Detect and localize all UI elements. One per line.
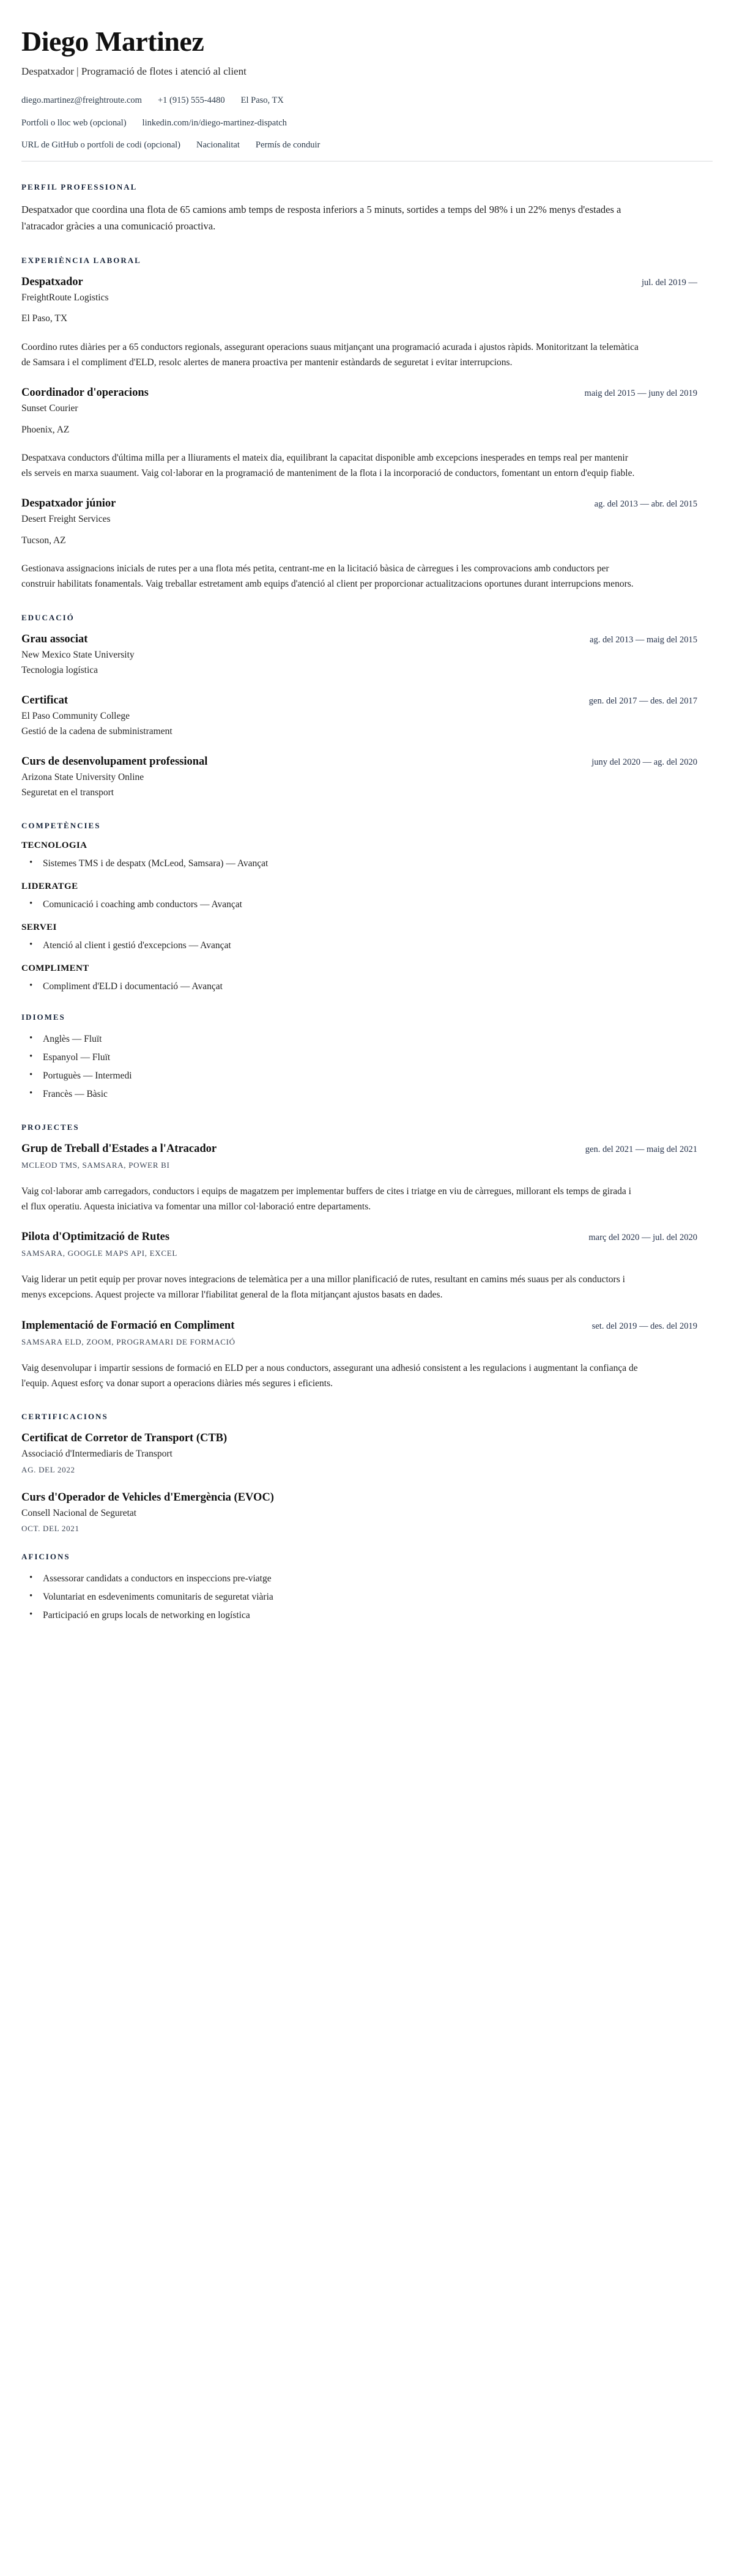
- section-title-languages: IDIOMES: [21, 1012, 65, 1022]
- education-entry: [21, 694, 713, 739]
- degree-date-range: gen. del 2017 — des. del 2017: [588, 696, 697, 706]
- job-date-range: maig del 2015 — juny del 2019: [584, 388, 697, 398]
- language-item: • Espanyol — Fluït: [21, 1050, 713, 1065]
- skill-group: [21, 922, 713, 953]
- skill-category-label: COMPLIMENT: [21, 963, 89, 973]
- project-entry: [21, 1230, 713, 1302]
- field-of-study: Gestió de la cadena de subministrament: [21, 726, 172, 737]
- driving-license-placeholder-text: Permís de conduir: [255, 139, 321, 150]
- experience-entry-header: [21, 386, 713, 400]
- job-company: Desert Freight Services: [21, 514, 111, 525]
- skill-list: [21, 938, 713, 953]
- section-experience: [21, 256, 713, 592]
- degree-name: Certificat: [21, 694, 69, 707]
- experience-entry: [21, 497, 713, 592]
- language-list: [21, 1032, 713, 1102]
- certification-name: Certificat de Corretor de Transport (CTB): [21, 1431, 228, 1444]
- hobby-item: • Voluntariat en esdeveniments comunitaris de seguretat viària: [21, 1590, 713, 1605]
- skill-category-label: SERVEI: [21, 922, 57, 932]
- project-description: Vaig col·laborar amb carregadors, conductors i equips de magatzem per implementar buffers de cites i triatge en viu de càrregues, millorant els temps de girada i el flux operatiu. Aquesta iniciativa va fomentar una millor col·laboració entre departaments.: [21, 1186, 631, 1212]
- education-entry: [21, 633, 713, 678]
- section-title-education: EDUCACIÓ: [21, 612, 75, 622]
- skill-group: [21, 882, 713, 912]
- project-tech-stack: MCLEOD TMS, SAMSARA, POWER BI: [21, 1160, 170, 1170]
- school-name: New Mexico State University: [21, 649, 135, 660]
- certification-entry: [21, 1431, 713, 1475]
- contact-line-primary: [21, 94, 713, 106]
- project-entry: [21, 1319, 713, 1391]
- hobby-item: • Assessorar candidats a conductors en inspeccions pre-viatge: [21, 1572, 713, 1586]
- section-certifications: [21, 1412, 713, 1534]
- job-description: Despatxava conductors d'última milla per a lliuraments el mateix dia, equilibrant la capacitat disponible amb excepcions inesperades en temps real per mantenir els serveis en marxa suaument. Vaig col·laborar en la programació de manteniment de la flota i la incorporació de conductors, fomentant un entorn d'equip fiable.: [21, 453, 635, 479]
- project-name: Grup de Treball d'Estades a l'Atracador: [21, 1142, 217, 1155]
- project-tech-stack: SAMSARA, GOOGLE MAPS API, EXCEL: [21, 1249, 178, 1258]
- project-entry-header: [21, 1230, 713, 1244]
- section-title-hobbies: AFICIONS: [21, 1552, 70, 1562]
- summary-text: Despatxador que coordina una flota de 65 camions amb temps de resposta inferiors a 5 minuts, sortides a temps del 98% i un 22% menys d'estades a l'atracador gràcies a una comunicació proactiva.: [21, 204, 621, 232]
- field-of-study: Seguretat en el transport: [21, 787, 114, 798]
- skill-category-label: LIDERATGE: [21, 881, 78, 891]
- certification-date: AG. DEL 2022: [21, 1464, 75, 1474]
- project-date-range: set. del 2019 — des. del 2019: [591, 1321, 697, 1331]
- section-education: [21, 613, 713, 800]
- github-placeholder-text: URL de GitHub o portfoli de codi (opcional): [21, 139, 181, 150]
- education-entry-header: [21, 755, 713, 769]
- section-skills: [21, 821, 713, 994]
- project-entry: [21, 1142, 713, 1214]
- section-title-summary: PERFIL PROFESSIONAL: [21, 182, 138, 192]
- education-entry: [21, 755, 713, 800]
- experience-entry-header: [21, 275, 713, 289]
- job-role: Despatxador júnior: [21, 497, 116, 510]
- job-description: Coordino rutes diàries per a 65 conductors regionals, assegurant operacions suaus mitjançant una programació acurada i ajustos ràpids. Monitoritzant la telemàtica de Samsara i el compliment d'ELD, resolc alertes de manera proactiva per mantenir estàndards de seguretat i evitar interrupcions.: [21, 341, 639, 368]
- skill-category-label: TECNOLOGIA: [21, 840, 87, 850]
- section-title-experience: EXPERIÈNCIA LABORAL: [21, 255, 141, 265]
- resume-header: [21, 27, 713, 161]
- location-text: El Paso, TX: [240, 95, 284, 106]
- candidate-name: Diego Martinez: [21, 26, 204, 57]
- experience-entry-header: [21, 497, 713, 511]
- project-description: Vaig liderar un petit equip per provar noves integracions de telemàtica per a una millor planificació de rutes, resultant en camins més suaus per als conductors i menys excepcions. Aquest projecte va millorar l'fiabilitat general de la flota mitjançant ajustos basats en dades.: [21, 1274, 625, 1301]
- candidate-headline: Despatxador | Programació de flotes i atenció al client: [21, 65, 247, 78]
- skill-item: • Sistemes TMS i de despatx (McLeod, Samsara) — Avançat: [21, 856, 713, 871]
- degree-name: Grau associat: [21, 633, 88, 645]
- degree-date-range: ag. del 2013 — maig del 2015: [590, 634, 697, 645]
- job-company: Sunset Courier: [21, 403, 78, 414]
- field-of-study: Tecnologia logística: [21, 665, 98, 676]
- language-item: • Francès — Bàsic: [21, 1087, 713, 1102]
- job-role: Coordinador d'operacions: [21, 387, 149, 399]
- skill-group: [21, 841, 713, 871]
- degree-name: Curs de desenvolupament professional: [21, 755, 208, 768]
- project-entry-header: [21, 1142, 713, 1156]
- education-entry-header: [21, 633, 713, 647]
- certification-name: Curs d'Operador de Vehicles d'Emergència (EVOC): [21, 1491, 274, 1504]
- job-description: Gestionava assignacions inicials de rutes per a una flota més petita, centrant-me en la licitació bàsica de càrregues i les comprovacions amb conductors per construir habilitats fonamentals. Vaig treballar estretament amb equips d'atenció al client per proporcionar actualitzacions oportunes durant interrupcions menors.: [21, 563, 634, 590]
- contact-line-web: [21, 117, 713, 129]
- portfolio-placeholder-text: Portfoli o lloc web (opcional): [21, 117, 127, 128]
- section-title-skills: COMPETÈNCIES: [21, 820, 101, 830]
- certification-issuer: Consell Nacional de Seguretat: [21, 1507, 137, 1518]
- skill-list: [21, 979, 713, 994]
- section-title-certifications: CERTIFICACIONS: [21, 1411, 108, 1421]
- section-projects: [21, 1123, 713, 1391]
- job-location: Phoenix, AZ: [21, 424, 70, 435]
- skill-list: [21, 897, 713, 912]
- certification-date: OCT. DEL 2021: [21, 1524, 80, 1534]
- section-summary: [21, 182, 713, 234]
- project-entry-header: [21, 1319, 713, 1333]
- experience-entry: [21, 386, 713, 481]
- skill-group: [21, 963, 713, 994]
- job-company: FreightRoute Logistics: [21, 292, 109, 303]
- section-hobbies: [21, 1552, 713, 1623]
- certification-issuer: Associació d'Intermediaris de Transport: [21, 1449, 172, 1460]
- phone-text: +1 (915) 555-4480: [157, 95, 225, 106]
- experience-entry: [21, 275, 713, 370]
- linkedin-text: linkedin.com/in/diego-martinez-dispatch: [142, 117, 287, 128]
- job-location: El Paso, TX: [21, 313, 68, 324]
- skill-item: • Comunicació i coaching amb conductors — Avançat: [21, 897, 713, 912]
- school-name: Arizona State University Online: [21, 771, 144, 782]
- project-description: Vaig desenvolupar i impartir sessions de formació en ELD per a nous conductors, assegurant una adhesió consistent a les regulacions i augmentant la confiança de l'equip. Aquest esforç va donar suport a operacions diàries més segures i eficients.: [21, 1362, 638, 1389]
- language-item: • Portuguès — Intermedi: [21, 1069, 713, 1083]
- job-location: Tucson, AZ: [21, 535, 66, 546]
- hobby-item: • Participació en grups locals de networking en logística: [21, 1608, 713, 1623]
- job-date-range: ag. del 2013 — abr. del 2015: [594, 499, 697, 510]
- email-text: diego.martinez@freightroute.com: [21, 95, 142, 106]
- project-name: Implementació de Formació en Compliment: [21, 1319, 235, 1332]
- language-item: • Anglès — Fluït: [21, 1032, 713, 1047]
- certification-entry: [21, 1491, 713, 1534]
- project-tech-stack: SAMSARA ELD, ZOOM, PROGRAMARI DE FORMACIÓ: [21, 1337, 235, 1346]
- nationality-placeholder-text: Nacionalitat: [196, 139, 240, 150]
- hobby-list: [21, 1572, 713, 1623]
- section-title-projects: PROJECTES: [21, 1122, 80, 1132]
- skill-item: • Atenció al client i gestió d'excepcions — Avançat: [21, 938, 713, 953]
- contact-line-extra: [21, 139, 713, 151]
- job-role: Despatxador: [21, 275, 83, 288]
- project-name: Pilota d'Optimització de Rutes: [21, 1231, 170, 1244]
- section-languages: [21, 1012, 713, 1102]
- school-name: El Paso Community College: [21, 710, 130, 721]
- project-date-range: març del 2020 — jul. del 2020: [588, 1233, 697, 1243]
- education-entry-header: [21, 694, 713, 708]
- skill-item: • Compliment d'ELD i documentació — Avançat: [21, 979, 713, 994]
- skill-list: [21, 856, 713, 871]
- job-date-range: jul. del 2019 —: [641, 277, 697, 288]
- degree-date-range: juny del 2020 — ag. del 2020: [591, 757, 697, 767]
- project-date-range: gen. del 2021 — maig del 2021: [585, 1144, 697, 1154]
